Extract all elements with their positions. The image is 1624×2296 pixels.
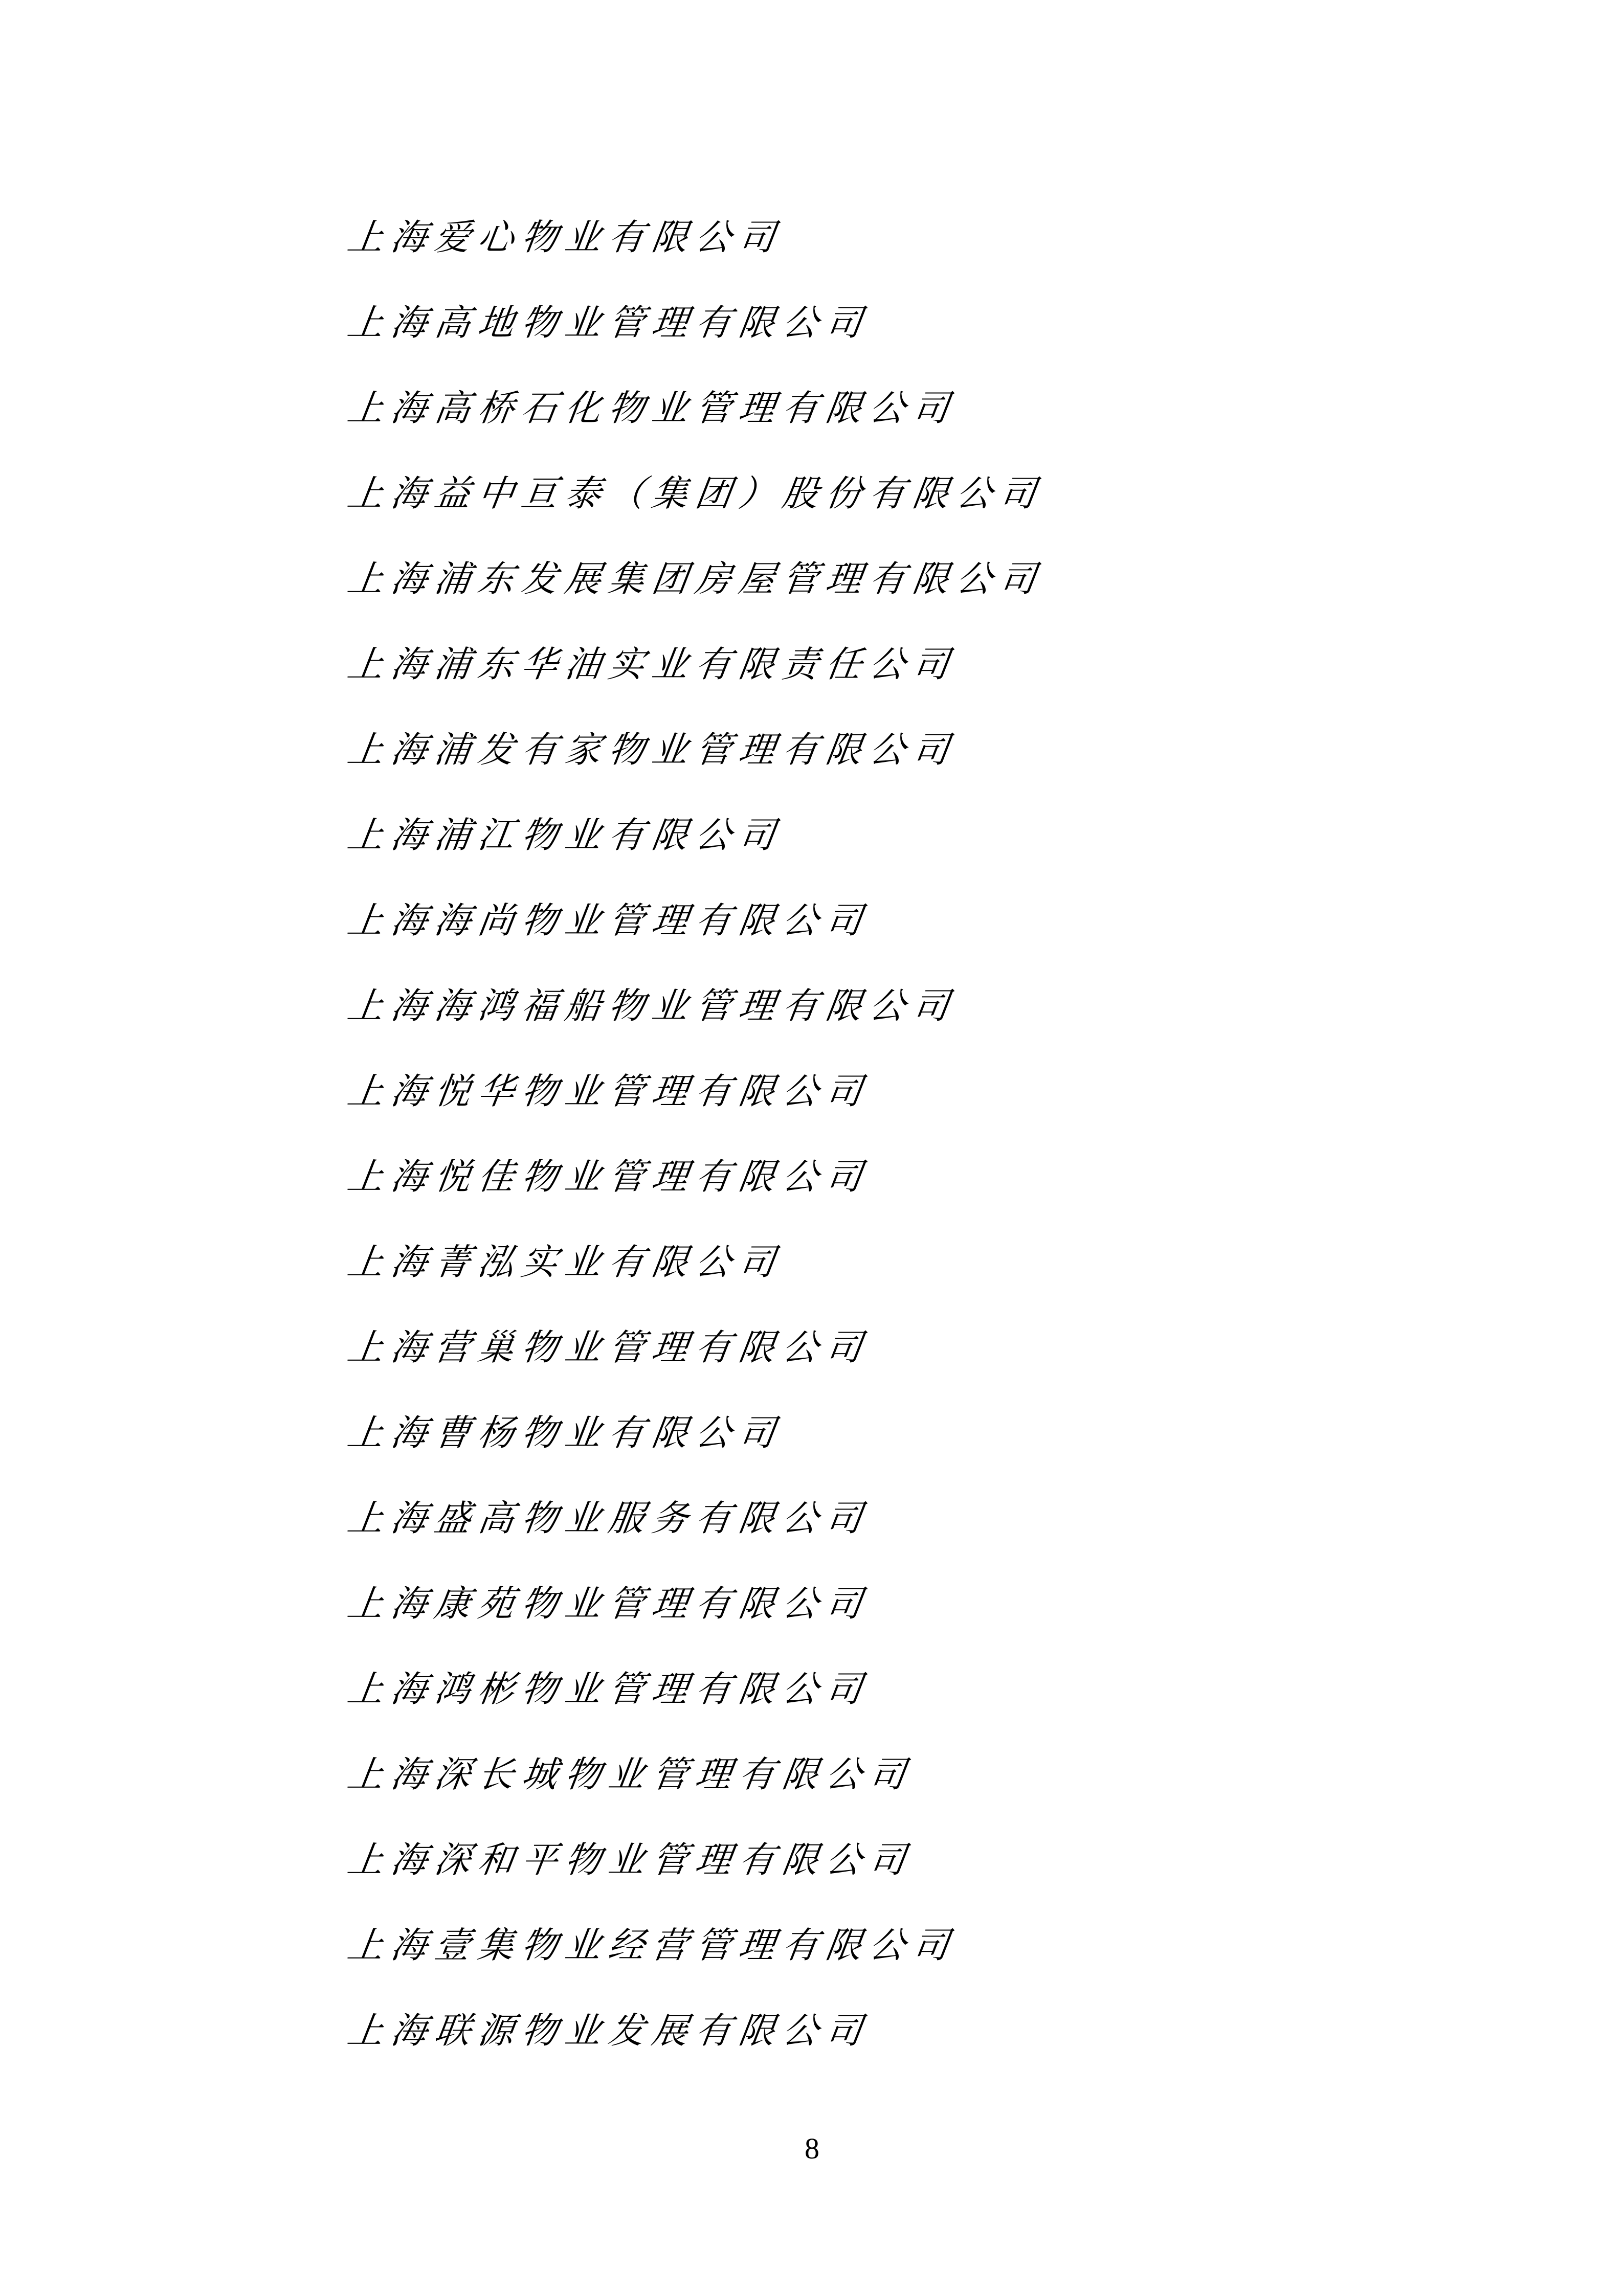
company-list-item: 上海海尚物业管理有限公司: [345, 902, 873, 941]
company-list-item: 上海联源物业发展有限公司: [345, 2012, 873, 2051]
company-list-item: 上海悦华物业管理有限公司: [345, 1072, 873, 1112]
company-list-item: 上海高桥石化物业管理有限公司: [345, 389, 960, 429]
company-list-item: 上海曹杨物业有限公司: [345, 1414, 786, 1453]
company-list: [342, 195, 1047, 2074]
company-list-item: 上海益中亘泰（集团）股份有限公司: [345, 475, 1047, 514]
company-list-item: 上海悦佳物业管理有限公司: [345, 1158, 873, 1197]
company-list-item: 上海深长城物业管理有限公司: [345, 1755, 916, 1795]
page-footer: [0, 2131, 1624, 2166]
company-list-item: 上海浦发有家物业管理有限公司: [345, 731, 960, 770]
company-list-item: 上海浦东华油实业有限责任公司: [345, 645, 960, 685]
company-list-item: 上海康苑物业管理有限公司: [345, 1585, 873, 1624]
page-number: 8: [805, 2132, 819, 2165]
company-list-item: 上海菁泓实业有限公司: [345, 1243, 786, 1282]
company-list-item: 上海海鸿福船物业管理有限公司: [345, 987, 960, 1026]
company-list-item: 上海爱心物业有限公司: [345, 218, 786, 258]
company-list-item: 上海营巢物业管理有限公司: [345, 1329, 873, 1368]
company-list-item: 上海高地物业管理有限公司: [345, 304, 873, 343]
company-list-item: 上海壹集物业经营管理有限公司: [345, 1926, 960, 1966]
company-list-item: 上海鸿彬物业管理有限公司: [345, 1670, 873, 1709]
company-list-item: 上海盛高物业服务有限公司: [345, 1499, 873, 1539]
company-list-item: 上海浦江物业有限公司: [345, 816, 786, 856]
company-list-item: 上海深和平物业管理有限公司: [345, 1841, 916, 1880]
company-list-item: 上海浦东发展集团房屋管理有限公司: [345, 560, 1047, 599]
